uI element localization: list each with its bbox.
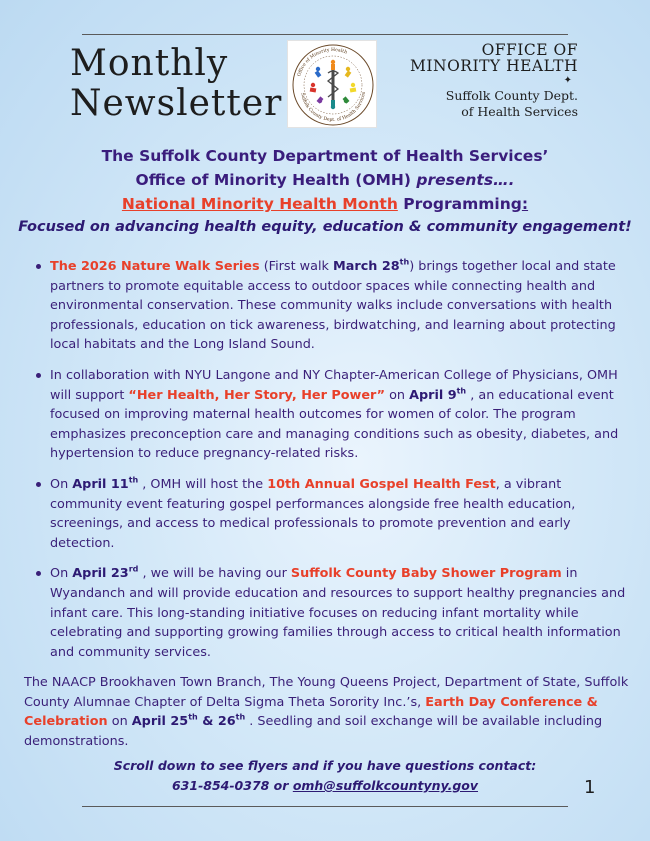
- phone-number: 631-854-0378 or: [171, 778, 289, 793]
- closing-paragraph: The NAACP Brookhaven Town Branch, The Young Queens Project, Department of State, Suffolk County Alumnae Chapter of Delta Sigma Theta Sorority Inc.’s, Earth Day Conference & Celebration on April 25th & 26th . Seedling and soil exchange will be available including demonstrations.: [24, 675, 629, 749]
- headline-line-3: National Minority Health Month Programming:: [121, 195, 529, 213]
- title-line-2: Newsletter: [70, 83, 283, 124]
- top-divider: [82, 34, 568, 35]
- event-list: [36, 257, 630, 673]
- dept-line-2: of Health Services: [461, 104, 578, 119]
- headline-line-1: The Suffolk County Department of Health Services’: [101, 147, 549, 165]
- svg-text:Office of Minority Health: Office of Minority Health: [297, 47, 348, 78]
- sparkle-icon: ✦: [563, 75, 572, 86]
- tagline: Focused on advancing health equity, education & community engagement!: [18, 219, 632, 235]
- bottom-divider: [82, 806, 568, 807]
- nmhm-link[interactable]: National Minority Health Month: [121, 195, 398, 213]
- contact-line-2: [0, 776, 650, 796]
- contact-line-1: Scroll down to see flyers and if you have questions contact:: [113, 758, 537, 773]
- office-name-line-2: MINORITY HEALTH: [410, 57, 578, 75]
- headline: [0, 144, 650, 238]
- svg-text:Suffolk County Dept. of Health: Suffolk County Dept. of Health Services: [299, 91, 367, 124]
- list-item: On April 11th , OMH will host the 10th Annual Gospel Health Fest, a vibrant community event featuring gospel performances alongside free health education, screenings, and access to medical professionals to promote prevention and early detection.: [36, 475, 630, 553]
- contact-info: [0, 756, 650, 796]
- list-item: In collaboration with NYU Langone and NY Chapter-American College of Physicians, OMH will support “Her Health, Her Story, Her Power” on April 9th , an educational event focused on improving maternal health outcomes for women of color. The program emphasizes preconception care and managing conditions such as obesity, diabetes, and hypertension to reduce pregnancy-related risks.: [36, 366, 630, 464]
- list-item: The 2026 Nature Walk Series (First walk March 28th) brings together local and state partners to promote equitable access to outdoor spaces while connecting health and environmental conservation. These community walks include conversations with health professionals, education on tick awareness, birdwatching, and learning about protecting local habitats and the Long Island Sound.: [36, 257, 630, 355]
- list-item: On April 23rd , we will be having our Suffolk County Baby Shower Program in Wyandanch and will provide education and resources to support healthy pregnancies and infant care. This long-standing initiative focuses on reducing infant mortality while celebrating and supporting growing families through access to critical health information and community services.: [36, 564, 630, 662]
- seal-icon: [288, 41, 378, 129]
- email-link[interactable]: omh@suffolkcountyny.gov: [292, 778, 479, 793]
- office-branding: [410, 42, 578, 120]
- office-name-line-1: OFFICE OF: [481, 41, 578, 59]
- dept-line-1: Suffolk County Dept.: [445, 88, 578, 103]
- headline-line-2: Office of Minority Health (OMH) presents….: [135, 171, 515, 189]
- omh-seal-logo: [287, 40, 377, 128]
- title-line-1: Monthly: [70, 43, 229, 84]
- page-number: 1: [584, 777, 596, 798]
- newsletter-title: [70, 44, 282, 124]
